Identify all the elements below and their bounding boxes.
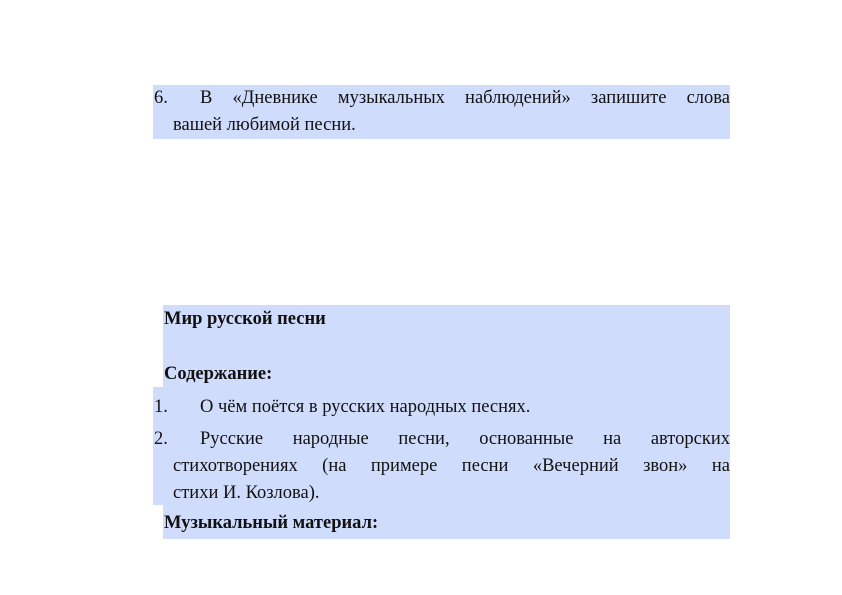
- list-item-2-line2: стихотворениях (на примере песни «Вечерний звон» на: [173, 456, 730, 476]
- content-heading: Содержание:: [164, 364, 273, 384]
- list-item-1-line1: О чём поётся в русских народных песнях.: [200, 397, 531, 417]
- item6-number: 6.: [154, 88, 168, 108]
- music-heading: Музыкальный материал:: [164, 513, 379, 533]
- section-title: Мир русской песни: [164, 309, 326, 329]
- list-item-2-line1: Русские народные песни, основанные на авторских: [200, 429, 730, 449]
- item6-line1: В «Дневнике музыкальных наблюдений» запишите слова: [200, 88, 730, 108]
- list-item-2-line3: стихи И. Козлова).: [173, 483, 320, 503]
- list-item-1-number: 1.: [154, 397, 168, 417]
- item6-line2: вашей любимой песни.: [173, 115, 356, 135]
- list-item-2-number: 2.: [154, 429, 168, 449]
